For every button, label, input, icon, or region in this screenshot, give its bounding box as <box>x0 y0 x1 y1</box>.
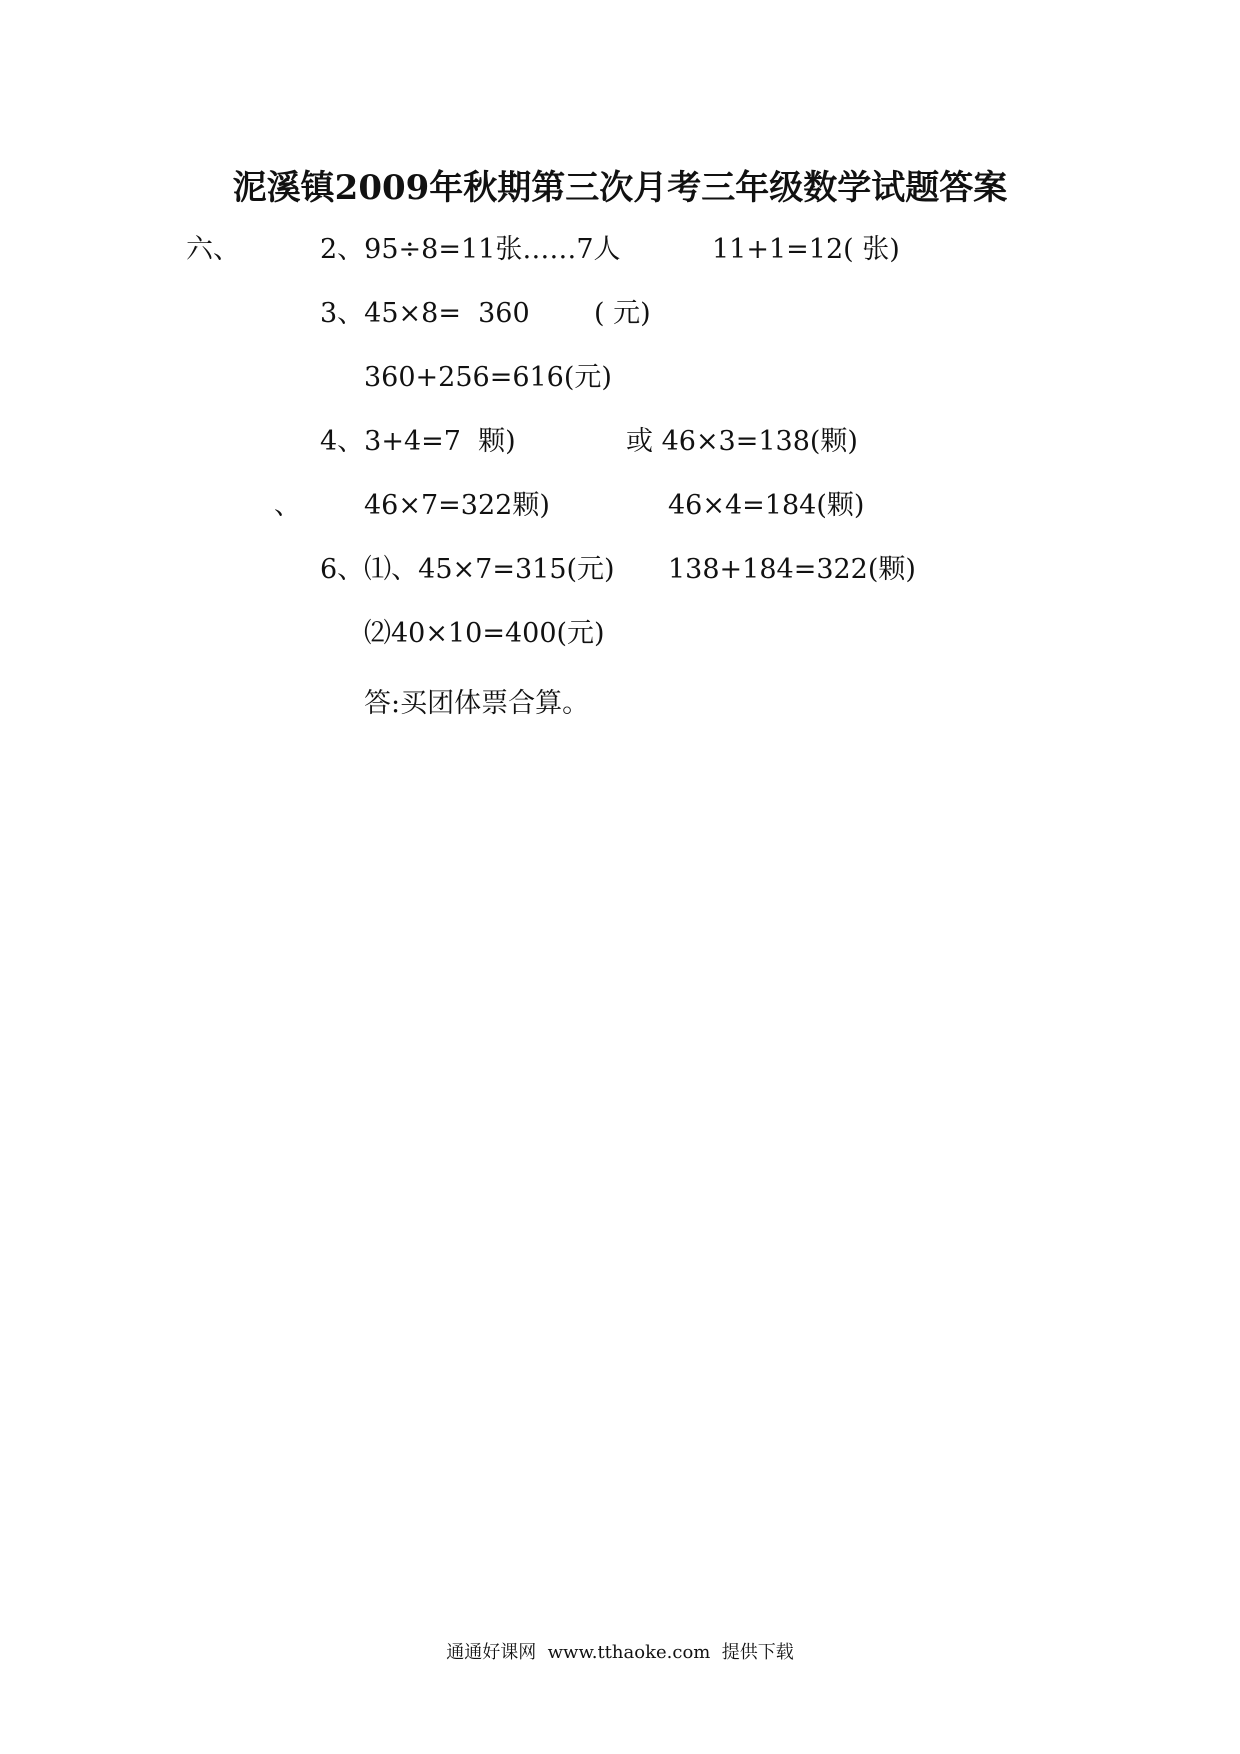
answer-line-q2-a: 2、95÷8=11张……7人 <box>320 234 621 265</box>
answer-line-q6-c: ⑵40×10=400(元) <box>364 618 605 649</box>
answer-line-q5-b: 46×4=184(颗) <box>668 490 865 521</box>
answer-line-q6-b: 138+184=322(颗) <box>668 554 916 585</box>
answer-line-q5-a: 46×7=322颗) <box>364 490 550 521</box>
answer-line-q3-b: ( 元) <box>594 298 651 329</box>
answer-line-q3-c: 360+256=616(元) <box>364 362 612 393</box>
answer-line-q4-b: 或 46×3=138(颗) <box>626 426 858 457</box>
answer-line-q3-a: 3、45×8= 360 <box>320 298 530 329</box>
page-footer: 通通好课网 www.tthaoke.com 提供下载 <box>446 1642 794 1663</box>
answer-line-q6-a: 6、⑴、45×7=315(元) <box>320 554 615 585</box>
answer-line-q5-mark: 、 <box>274 490 301 521</box>
final-answer: 答:买团体票合算。 <box>364 688 590 719</box>
answer-line-q4-a: 4、3+4=7 颗) <box>320 426 516 457</box>
section-label: 六、 <box>186 234 240 265</box>
answer-line-q2-b: 11+1=12( 张) <box>712 234 900 265</box>
page-title: 泥溪镇2009年秋期第三次月考三年级数学试题答案 <box>232 168 1008 208</box>
